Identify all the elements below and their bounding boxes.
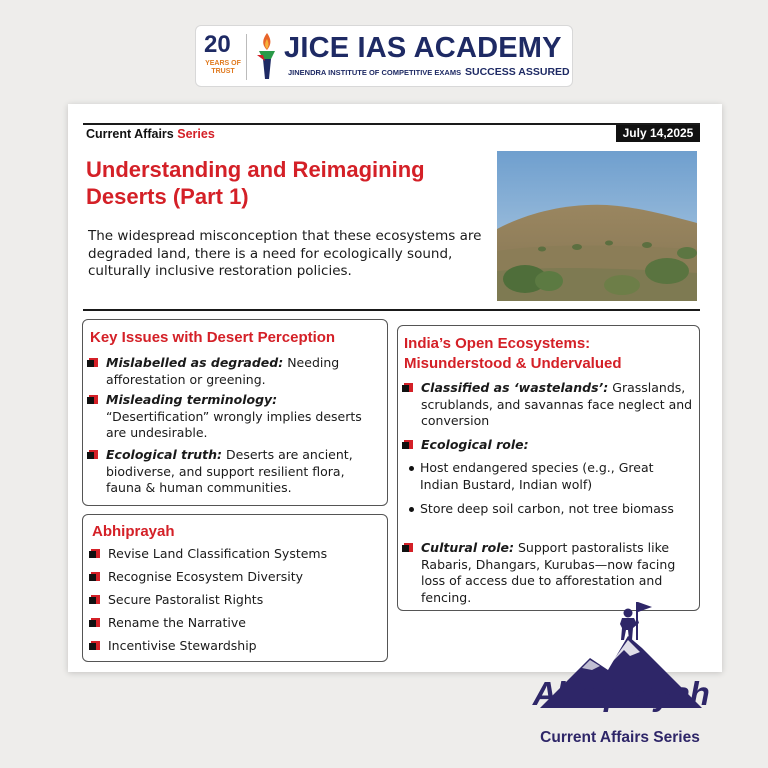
desert-landscape-photo bbox=[497, 151, 697, 301]
square-bullet-icon bbox=[91, 618, 100, 627]
key-issues-title: Key Issues with Desert Perception bbox=[90, 329, 336, 346]
list-item bbox=[91, 592, 381, 609]
item-text: “Desertification” wrongly implies deserts are undesirable. bbox=[106, 408, 362, 440]
item-text: Deserts are ancient, biodiverse, and support resilient flora, fauna & human communities. bbox=[106, 447, 353, 495]
item-text: Store deep soil carbon, not tree biomass bbox=[420, 501, 674, 516]
abhiprayah-brand: Abhiprayah bbox=[532, 675, 710, 712]
item-bold: Misleading terminology: bbox=[106, 392, 278, 407]
series-prefix: Current Affairs bbox=[86, 127, 174, 141]
item-text: Incentivise Stewardship bbox=[108, 638, 257, 653]
open-ecosystems-card bbox=[397, 325, 700, 611]
item-bold: Cultural role: bbox=[421, 540, 514, 555]
item-text: Support pastoralists like Rabaris, Dhangars, Kurubas—now facing loss of access due to afforestation and fencing. bbox=[421, 540, 676, 605]
square-bullet-icon bbox=[89, 450, 98, 459]
key-issues-card bbox=[82, 319, 388, 506]
item-text: Recognise Ecosystem Diversity bbox=[108, 569, 304, 584]
item-text: Secure Pastoralist Rights bbox=[108, 592, 264, 607]
item-bold: Classified as ‘wastelands’: bbox=[421, 380, 609, 395]
square-bullet-icon bbox=[89, 395, 98, 404]
item-bold: Mislabelled as degraded: bbox=[106, 355, 284, 370]
open-ecosystems-title-line1: India’s Open Ecosystems: bbox=[404, 335, 591, 352]
academy-logo bbox=[195, 25, 573, 87]
series-suffix: Series bbox=[177, 127, 215, 141]
dot-bullet-icon bbox=[409, 466, 414, 471]
list-item bbox=[404, 380, 694, 430]
square-bullet-icon bbox=[91, 641, 100, 650]
square-bullet-icon bbox=[91, 595, 100, 604]
abhiprayah-title: Abhiprayah bbox=[92, 523, 175, 540]
header-rule bbox=[83, 123, 700, 125]
article-sheet bbox=[68, 104, 722, 672]
item-text: Grasslands, scrublands, and savannas face neglect and conversion bbox=[421, 380, 693, 428]
logo-years-number: 20 bbox=[204, 31, 231, 58]
article-intro: The widespread misconception that these ecosystems are degraded land, there is a need for ecologically sound, culturally inclusive restoration policies. bbox=[88, 228, 482, 279]
square-bullet-icon bbox=[91, 572, 100, 581]
list-item bbox=[89, 447, 379, 497]
square-bullet-icon bbox=[404, 383, 413, 392]
square-bullet-icon bbox=[404, 440, 413, 449]
item-bold: Ecological role: bbox=[421, 437, 529, 452]
logo-tagline: SUCCESS ASSURED bbox=[465, 66, 570, 78]
list-item bbox=[89, 392, 379, 442]
article-title: Understanding and Reimagining Deserts (Part 1) bbox=[86, 157, 425, 209]
square-bullet-icon bbox=[404, 543, 413, 552]
abhiprayah-card bbox=[82, 514, 388, 662]
square-bullet-icon bbox=[91, 549, 100, 558]
item-text: Needing afforestation or greening. bbox=[106, 355, 340, 387]
item-text: Revise Land Classification Systems bbox=[108, 546, 328, 561]
square-bullet-icon bbox=[89, 358, 98, 367]
sub-list-item bbox=[406, 501, 694, 518]
item-text: Host endangered species (e.g., Great Indian Bustard, Indian wolf) bbox=[420, 460, 654, 492]
list-item bbox=[89, 355, 379, 388]
logo-subtitle: JINENDRA INSTITUTE OF COMPETITIVE EXAMS bbox=[288, 68, 462, 77]
list-item bbox=[91, 638, 381, 655]
open-ecosystems-title-line2: Misunderstood & Undervalued bbox=[404, 355, 622, 372]
series-label bbox=[86, 126, 215, 142]
sub-list-item bbox=[406, 460, 694, 493]
list-item bbox=[91, 546, 381, 563]
list-item bbox=[404, 437, 694, 454]
logo-years-text: YEARS OF TRUST bbox=[205, 60, 241, 75]
date-badge: July 14,2025 bbox=[616, 125, 700, 142]
item-bold: Ecological truth: bbox=[106, 447, 223, 462]
dot-bullet-icon bbox=[409, 507, 414, 512]
section-rule bbox=[83, 309, 700, 311]
logo-title: JICE IAS ACADEMY bbox=[284, 32, 562, 64]
item-text: Rename the Narrative bbox=[108, 615, 246, 630]
list-item bbox=[91, 615, 381, 632]
list-item bbox=[91, 569, 381, 586]
logo-divider bbox=[246, 34, 247, 80]
brand-subtitle: Current Affairs Series bbox=[540, 729, 700, 746]
torch-icon bbox=[254, 31, 280, 81]
